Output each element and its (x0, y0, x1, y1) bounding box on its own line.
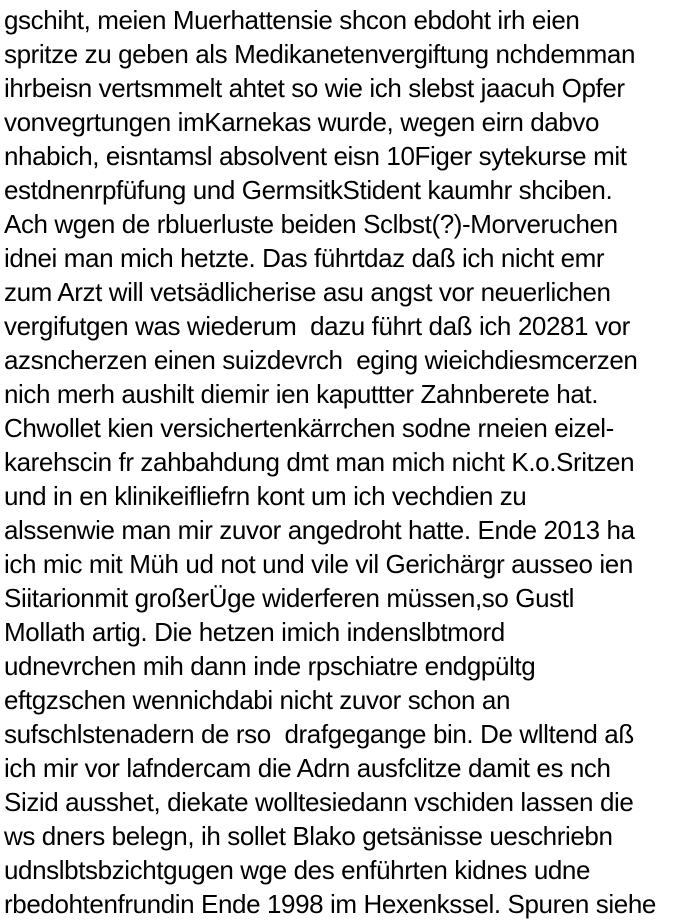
text-line: zum Arzt will vetsädlicherise asu angst vor neuerlichen (4, 277, 611, 307)
text-line: rbedohtenfrundin Ende 1998 im Hexenkssel. Spuren siehe (4, 889, 656, 919)
text-line: alssenwie man mir zuvor angedroht hatte. Ende 2013 ha (4, 515, 635, 545)
text-line: karehscin fr zahbahdung dmt man mich nicht K.o.Sritzen (4, 447, 635, 477)
text-line: vergifutgen was wiederum dazu führt daß ich 20281 vor (4, 311, 630, 341)
text-line: ich mir vor lafndercam die Adrn ausfclitze damit es nch (4, 753, 611, 783)
text-line: Chwollet kien versichertenkärrchen sodne rneien eizel- (4, 413, 614, 443)
text-line: gschiht, meien Muerhattensie shcon ebdoht irh eien (4, 5, 580, 35)
text-line: azsncherzen einen suizdevrch eging wieichdiesmcerzen (4, 345, 638, 375)
text-line: eftgzschen wennichdabi nicht zuvor schon an (4, 685, 511, 715)
text-line: sufschlstenadern de rso drafgegange bin. De wlltend aß (4, 719, 634, 749)
text-line: Sizid ausshet, diekate wolltesiedann vschiden lassen die (4, 787, 634, 817)
text-line: nhabich, eisntamsl absolvent eisn 10Figer sytekurse mit (4, 141, 627, 171)
text-line: idnei man mich hetzte. Das führtdaz daß ich nicht emr (4, 243, 605, 273)
text-line: Mollath artig. Die hetzen imich indenslbtmord (4, 617, 505, 647)
text-line: estdnenrpfüfung und GermsitkStident kaumhr shciben. (4, 175, 613, 205)
text-line: ich mic mit Müh ud not und vile vil Gerichärgr ausseo ien (4, 549, 633, 579)
text-line: ws dners belegn, ih sollet Blako getsänisse ueschriebn (4, 821, 613, 851)
text-line: ihrbeisn vertsmmelt ahtet so wie ich slebst jaacuh Opfer (4, 73, 625, 103)
text-line: udnevrchen mih dann inde rpschiatre endgpültg (4, 651, 536, 681)
text-line: nich merh aushilt diemir ien kaputtter Zahnberete hat. (4, 379, 599, 409)
text-line: vonvegrtungen imKarnekas wurde, wegen eirn dabvo (4, 107, 600, 137)
text-line: Ach wgen de rbluerluste beiden Sclbst(?)-Morveruchen (4, 209, 618, 239)
text-line: udnslbtsbzichtgugen wge des enführten kidnes udne (4, 855, 591, 885)
text-line: Siitarionmit großerÜge widerferen müssen,so Gustl (4, 583, 574, 613)
text-line: spritze zu geben als Medikanetenvergiftung nchdemman (4, 39, 636, 69)
text-line: und in en klinikeifliefrn kont um ich vechdien zu (4, 481, 527, 511)
